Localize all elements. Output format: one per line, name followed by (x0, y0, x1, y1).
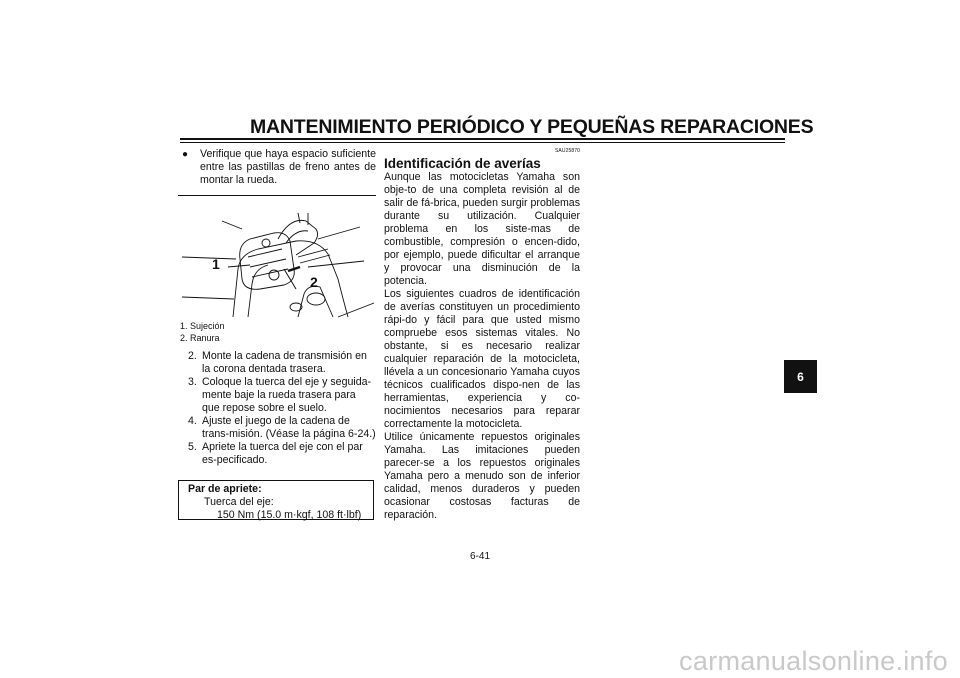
list-item (178, 376, 376, 415)
left-column (178, 148, 376, 467)
header-rule (180, 138, 785, 143)
section-code: SAU25870 (555, 148, 580, 154)
bullet-text: Verifique que haya espacio suficiente entre las pastillas de freno antes de montar la rueda. (200, 148, 376, 186)
step-text: Monte la cadena de transmisión en la corona dentada trasera. (202, 350, 367, 375)
step-text: Apriete la tuerca del eje con el par es-pecificado. (202, 441, 363, 466)
caption-item: 1. Sujeción (180, 321, 225, 331)
section-heading: Identificación de averías (384, 156, 541, 171)
step-number: 2. (188, 350, 197, 362)
bullet-dot-icon: ● (182, 149, 189, 160)
step-text: Ajuste el juego de la cadena de trans-misión. (Véase la página 6-24.) (202, 415, 376, 440)
chapter-tab: 6 (784, 360, 817, 393)
step-list (178, 350, 376, 467)
page-title: MANTENIMIENTO PERIÓDICO Y PEQUEÑAS REPARACIONES (250, 116, 814, 138)
torque-spec-box (178, 480, 374, 520)
watermark: carmanualsonline.info (679, 646, 948, 676)
callout-1: 1 (212, 256, 220, 272)
list-item (178, 415, 376, 441)
brake-caliper-figure (178, 199, 376, 319)
figure-captions (178, 321, 376, 344)
spec-title: Par de apriete: (188, 483, 262, 495)
step-number: 3. (188, 376, 197, 388)
list-item (178, 441, 376, 467)
brake-caliper-illustration (178, 199, 376, 319)
step-number: 5. (188, 441, 197, 453)
paragraph: Los siguientes cuadros de identificación de averías constituyen un procedimiento rápi-do y fácil para que usted mismo compruebe esos sistemas vitales. No obstante, si es necesario realizar cualquier reparación de la motocicleta, llévela a un concesionario Yamaha cuyos técnicos cualificados dispo-nen de las herramientas, experiencia y co-nocimientos necesarios para reparar correctamente la motocicleta. (384, 288, 580, 430)
figure-top-rule (178, 195, 376, 196)
paragraph: Utilice únicamente repuestos originales Yamaha. Las imitaciones pueden parecer-se a los repuestos originales Yamaha pero a menudo son de inferior calidad, menos duraderos y pueden ocasionar costosas facturas de reparación. (384, 431, 580, 521)
callout-2: 2 (310, 274, 318, 290)
caption-item: 2. Ranura (180, 332, 220, 343)
step-text: Coloque la tuerca del eje y seguida-mente baje la rueda trasera para que repose sobre el suelo. (202, 376, 372, 414)
spec-value: 150 Nm (15.0 m·kgf, 108 ft·lbf) (217, 509, 362, 521)
step-number: 4. (188, 415, 197, 427)
spec-item: Tuerca del eje: (204, 496, 274, 508)
page-number: 6-41 (469, 551, 490, 562)
bullet-note (178, 148, 376, 187)
right-column (384, 148, 580, 522)
list-item (178, 350, 376, 376)
paragraph: Aunque las motocicletas Yamaha son obje-to de una completa revisión al de salir de fá-brica, pueden surgir problemas durante su utilización. Cualquier problema en los siste-mas de combustible, compresión o encen-dido, por ejemplo, puede dificultar el arranque y provocar una disminución de la potencia. (384, 171, 580, 287)
